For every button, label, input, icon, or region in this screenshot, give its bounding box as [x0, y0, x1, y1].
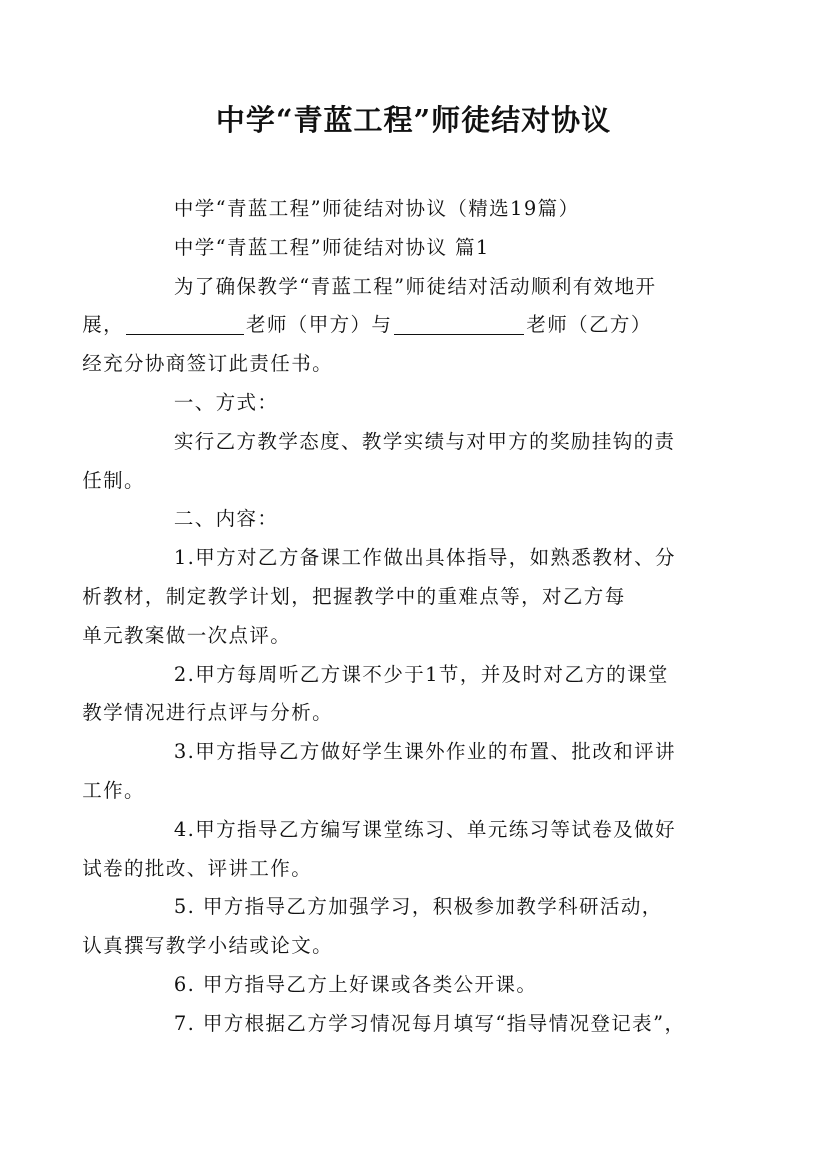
list-item-5: [82, 888, 708, 966]
section-heading: [128, 229, 708, 268]
item-1-line-3: 单元教案做一次点评。: [82, 623, 292, 647]
heading-content-text: 二、内容：: [173, 507, 279, 531]
intro-paragraph: [82, 268, 708, 384]
item-2-line-1: 2.甲方每周听乙方课不少于1节，并及时对乙方的课堂: [173, 662, 669, 686]
subtitle: [128, 190, 708, 229]
teacher-a-blank: [126, 314, 244, 335]
list-item-4: [82, 811, 708, 889]
item-5-line-2: 认真撰写教学小结或论文。: [82, 934, 333, 958]
item-6-line-1: 6. 甲方指导乙方上好课或各类公开课。: [173, 972, 538, 996]
method-line-2: 任制。: [82, 468, 145, 492]
subtitle-text: 中学“青蓝工程”师徒结对协议（精选19篇）: [173, 197, 580, 220]
item-1-line-2: 析教材，制定教学计划，把握教学中的重难点等，对乙方每: [82, 584, 626, 608]
heading-content: [128, 500, 708, 539]
item-7-line-1: 7. 甲方根据乙方学习情况每月填写“指导情况登记表”，: [173, 1011, 686, 1035]
item-1-line-1: 1.甲方对乙方备课工作做出具体指导，如熟悉教材、分: [173, 546, 676, 570]
heading-method-text: 一、方式：: [173, 390, 279, 414]
document-body: [82, 190, 708, 1044]
list-item-7: [128, 1005, 708, 1044]
teacher-b-blank: [394, 314, 524, 335]
heading-method: [128, 384, 708, 423]
item-3-line-1: 3.甲方指导乙方做好学生课外作业的布置、批改和评讲: [173, 740, 676, 764]
document-title: 中学“青蓝工程”师徒结对协议: [215, 103, 612, 137]
list-item-6: [128, 966, 708, 1005]
list-item-2: [82, 656, 708, 734]
method-line-1: 实行乙方教学态度、教学实绩与对甲方的奖励挂钩的责: [173, 429, 676, 453]
section-heading-text: 中学“青蓝工程”师徒结对协议 篇1: [173, 235, 490, 259]
item-3-line-2: 工作。: [82, 778, 145, 802]
intro-line-2-middle: 老师（甲方）与: [246, 313, 393, 337]
method-paragraph: [82, 423, 708, 501]
item-4-line-2: 试卷的批改、评讲工作。: [82, 856, 313, 880]
intro-line-2-end: 老师（乙方）: [526, 313, 652, 337]
item-4-line-1: 4.甲方指导乙方编写课堂练习、单元练习等试卷及做好: [173, 817, 676, 841]
intro-line-2: [82, 306, 708, 345]
intro-line-1: 为了确保教学“青蓝工程”师徒结对活动顺利有效地开: [173, 274, 657, 298]
intro-line-3: 经充分协商签订此责任书。: [82, 352, 333, 376]
item-2-line-2: 教学情况进行点评与分析。: [82, 701, 333, 725]
list-item-1: [82, 539, 708, 655]
intro-line-2-start: 展，: [82, 313, 124, 337]
list-item-3: [82, 733, 708, 811]
item-5-line-1: 5. 甲方指导乙方加强学习，积极参加教学科研活动，: [173, 895, 663, 919]
